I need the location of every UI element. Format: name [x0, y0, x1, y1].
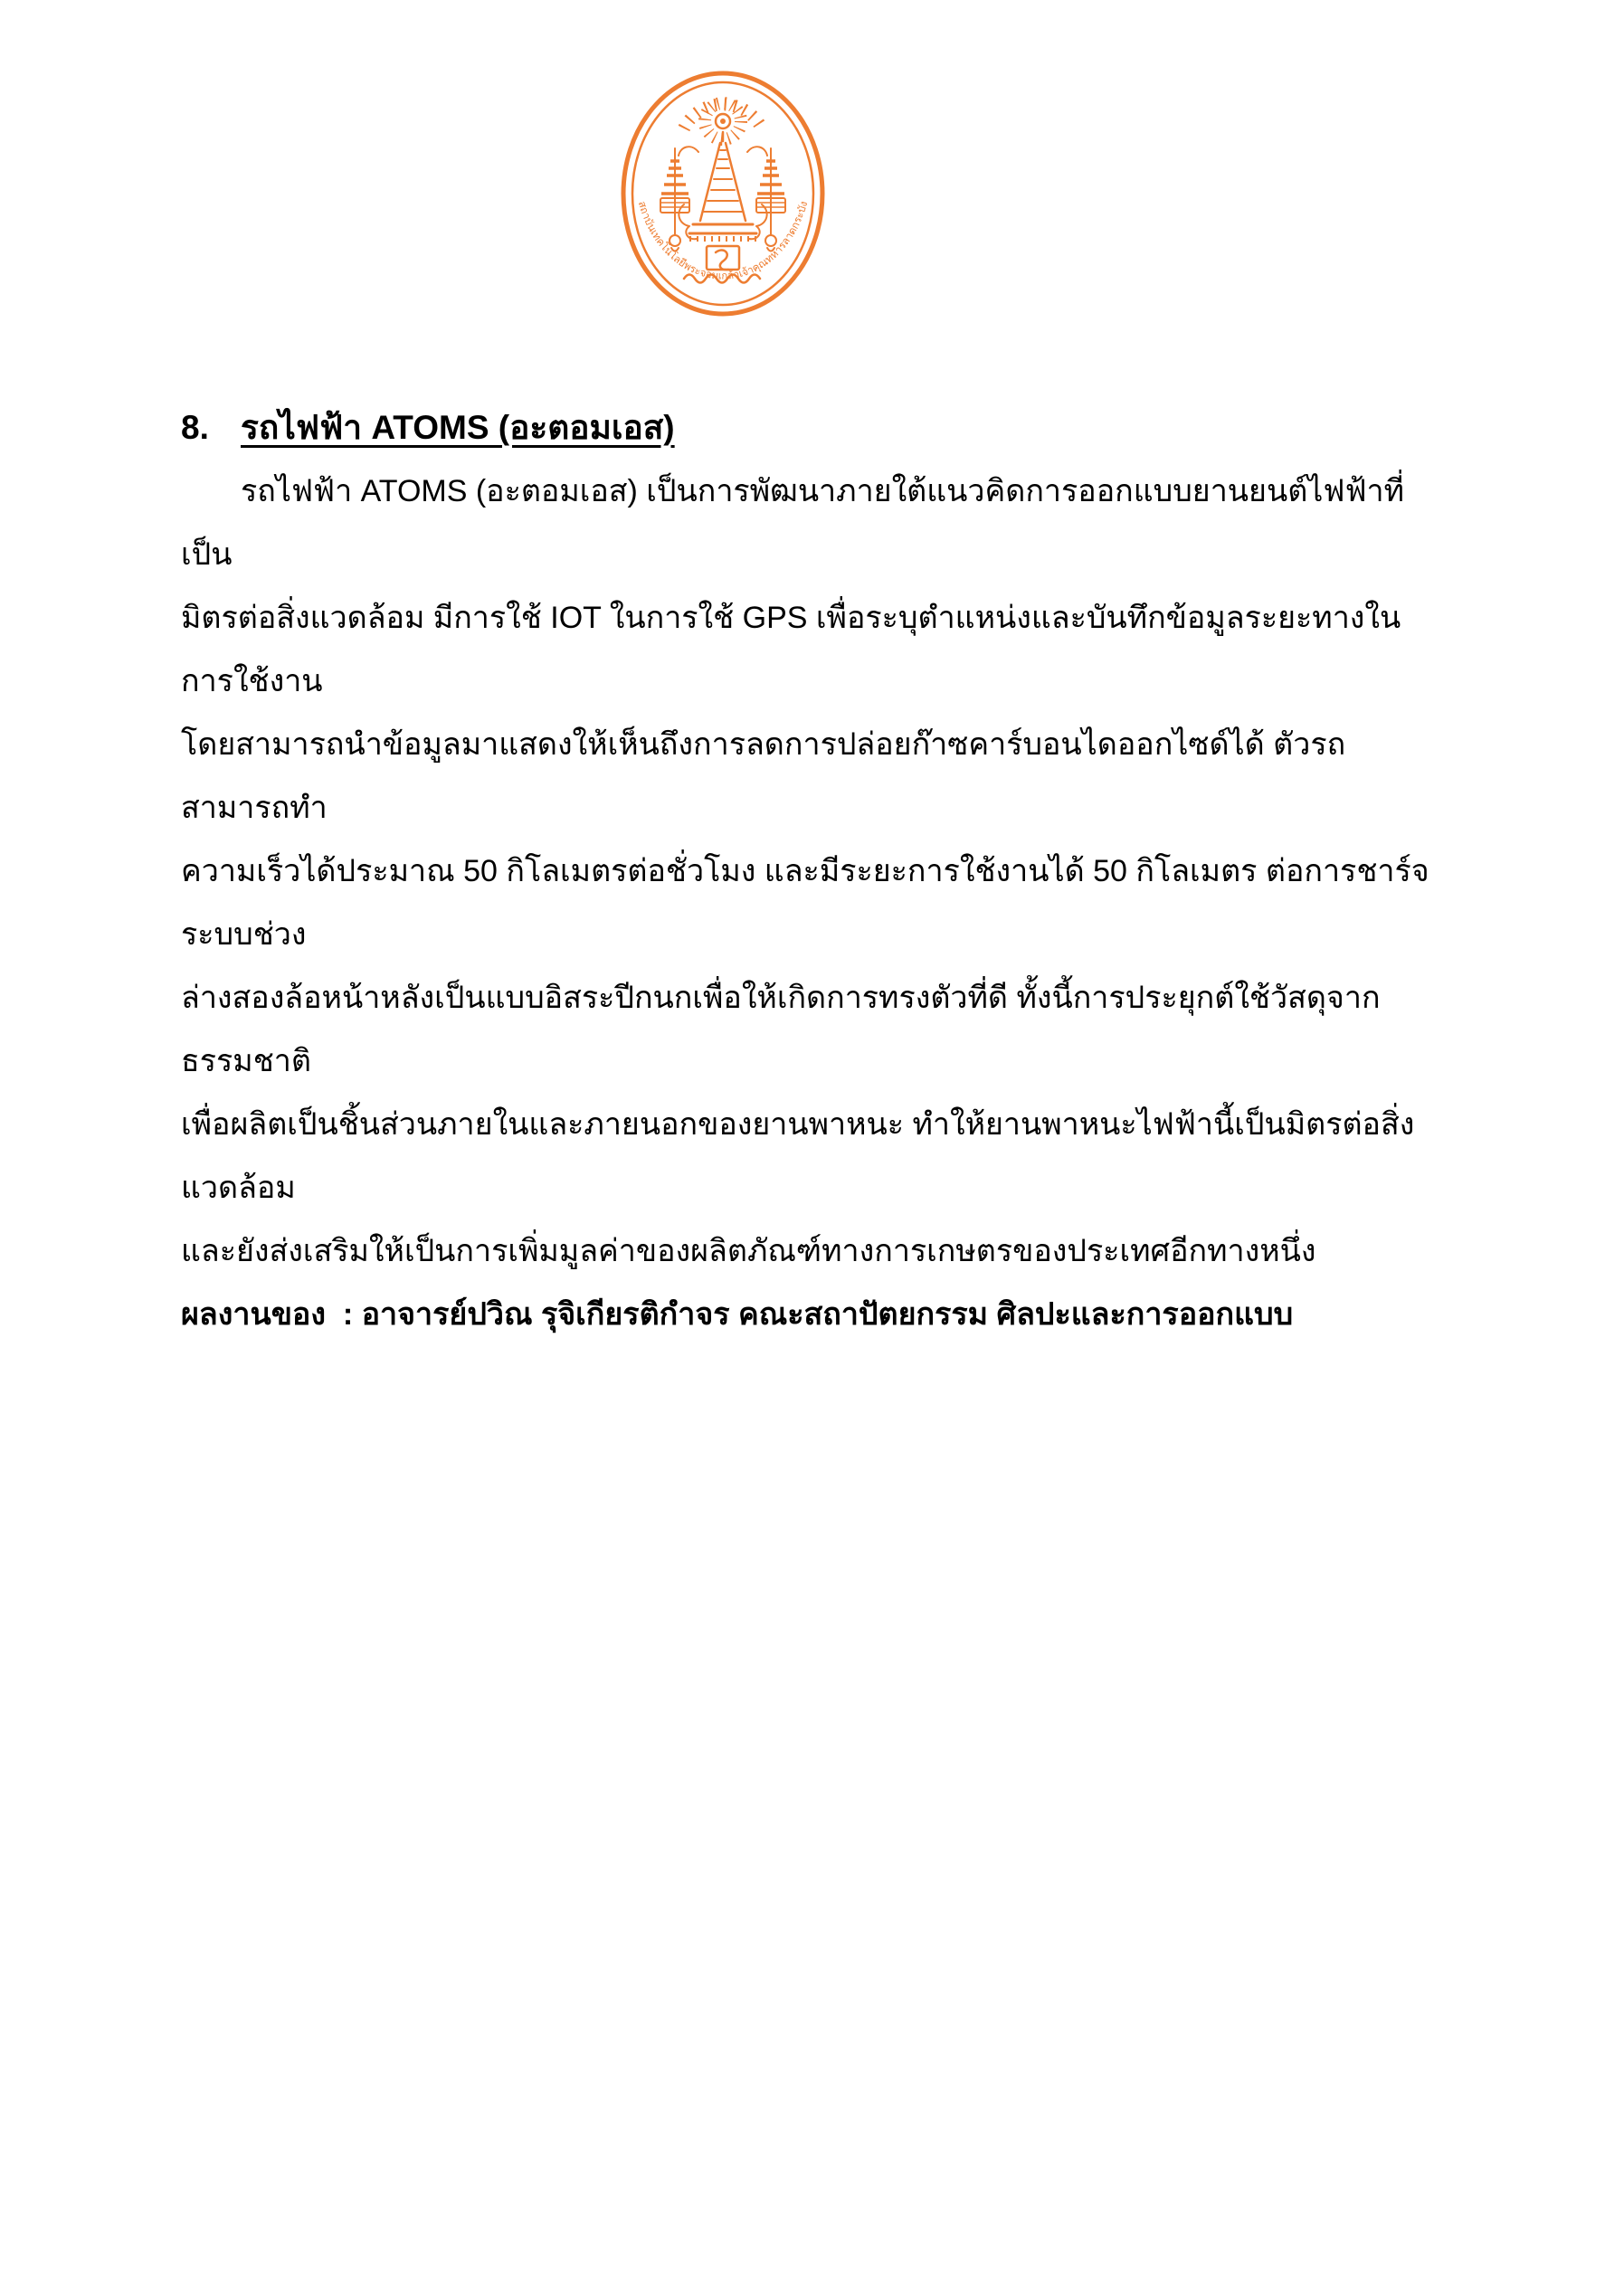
paragraph-line: ล่างสองล้อหน้าหลังเป็นแบบอิสระปีกนกเพื่อให้เกิดการทรงตัวที่ดี ทั้งนี้การประยุกต์ใช้วัสดุจากธรรมชาติ — [181, 981, 1381, 1078]
paragraph-line: มิตรต่อสิ่งแวดล้อม มีการใช้ IOT ในการใช้ GPS เพื่อระบุตำแหน่งและบันทึกข้อมูลระยะทางในการใช้งาน — [181, 601, 1401, 698]
section-number: 8. — [181, 409, 209, 446]
paragraph-line: โดยสามารถนำข้อมูลมาแสดงให้เห็นถึงการลดการปล่อยก๊าซคาร์บอนไดออกไซด์ได้ ตัวรถ สามารถทำ — [181, 727, 1354, 825]
kmitl-seal — [619, 69, 827, 318]
paragraph-line: เพื่อผลิตเป็นชิ้นส่วนภายในและภายนอกของยานพาหนะ ทำให้ยานพาหนะไฟฟ้านี้เป็นมิตรต่อสิ่งแวดล้อม — [181, 1107, 1415, 1205]
paragraph-line: ความเร็วได้ประมาณ 50 กิโลเมตรต่อชั่วโมง และมีระยะการใช้งานได้ 50 กิโลเมตร ต่อการชาร์จ ระบบช่วง — [181, 854, 1439, 952]
section-title: รถไฟฟ้า ATOMS (อะตอมเอส) — [241, 409, 675, 446]
paragraph-line: รถไฟฟ้า ATOMS (อะตอมเอส) เป็นการพัฒนาภายใต้แนวคิดการออกแบบยานยนต์ไฟฟ้าที่เป็น — [181, 474, 1405, 572]
kmitl-seal-icon — [619, 69, 827, 318]
seal-institute-name: สถาบันเทคโนโลยีพระจอมเกล้าเจ้าคุณทหารลาดกระบัง — [635, 200, 811, 282]
royal-cypher-glyph — [716, 250, 728, 270]
paragraph-line: และยังส่งเสริมให้เป็นการเพิ่มมูลค่าของผลิตภัณฑ์ทางการเกษตรของประเทศอีกทางหนึ่ง — [181, 1234, 1316, 1268]
section-heading — [181, 396, 1443, 460]
body-paragraph — [181, 460, 1443, 1283]
credit-line: ผลงานของ : อาจารย์ปวิณ รุจิเกียรติกำจร คณะสถาปัตยกรรม ศิลปะและการออกแบบ — [181, 1297, 1294, 1332]
document-body — [181, 396, 1443, 1346]
